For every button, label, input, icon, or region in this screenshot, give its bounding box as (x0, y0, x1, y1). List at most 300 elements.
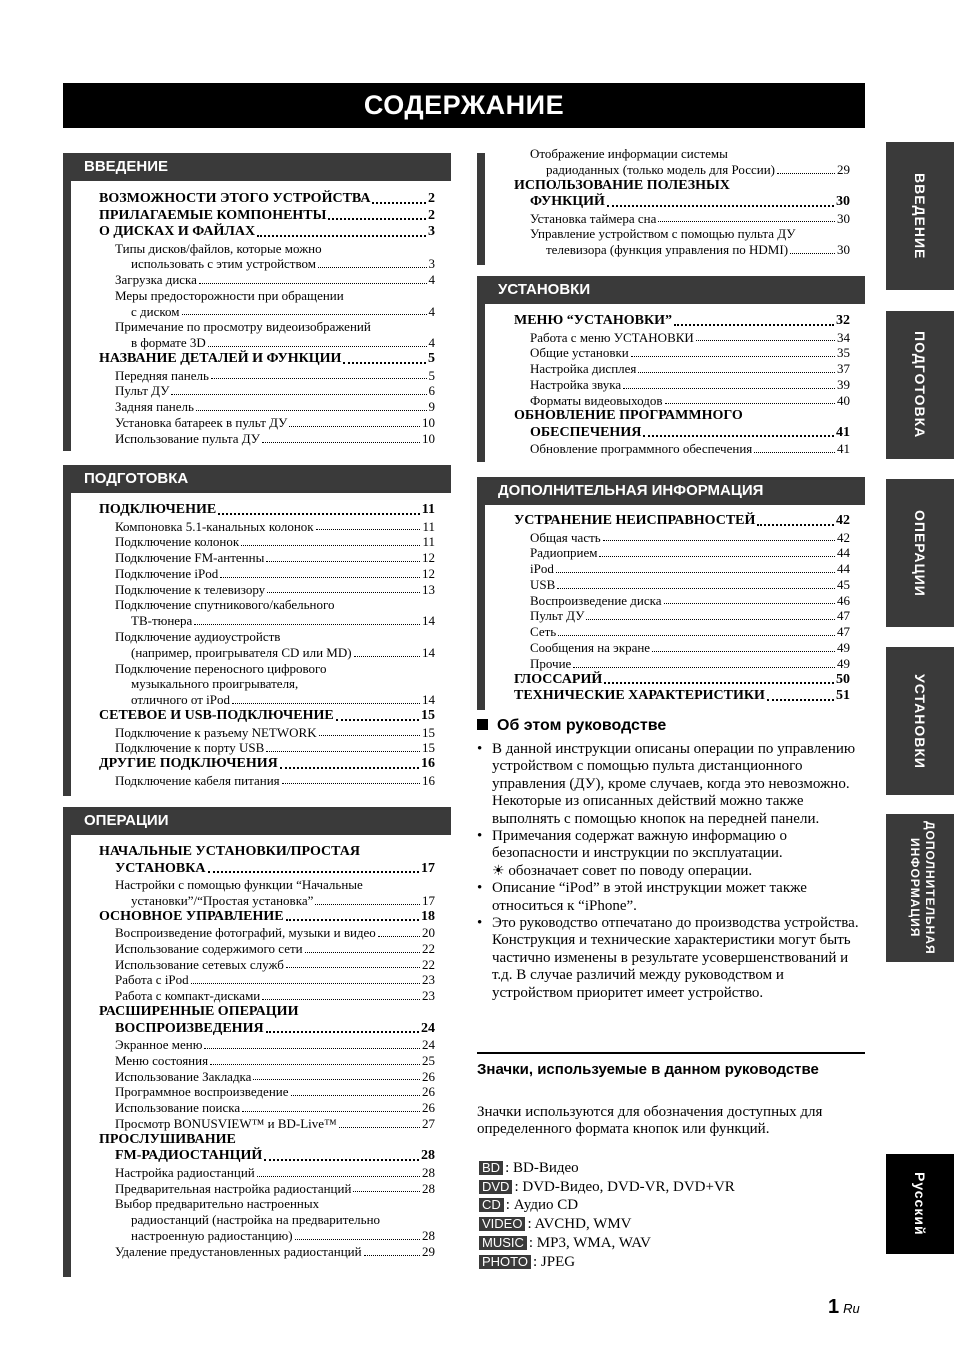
toc-entry (514, 162, 850, 178)
toc-page-number: 11 (422, 518, 435, 534)
toc-page-number: 37 (837, 361, 850, 377)
toc-entry-title: Использование сетевых служб (115, 956, 284, 972)
toc-entry-title: с диском (131, 303, 180, 319)
toc-entry (99, 1244, 435, 1260)
dot-leader (267, 592, 420, 593)
side-tab-ops[interactable]: ОПЕРАЦИИ (886, 479, 954, 627)
toc-entry (99, 708, 435, 725)
toc-entry (514, 393, 850, 409)
dot-leader (241, 545, 420, 546)
toc-entry-title: FM-РАДИОСТАНЦИЙ (115, 1148, 263, 1164)
toc-entry (514, 211, 850, 227)
toc-entry-title: ВОЗМОЖНОСТИ ЭТОГО УСТРОЙСТВА (99, 191, 371, 206)
toc-page-number: 30 (836, 194, 850, 210)
toc-extra (514, 513, 850, 705)
toc-entry-title: НАЧАЛЬНЫЕ УСТАНОВКИ/ПРОСТАЯ (99, 844, 360, 859)
dot-leader (208, 871, 419, 873)
dot-leader (289, 426, 420, 427)
dot-leader (665, 403, 835, 404)
toc-entry-title: Работа с iPod (115, 972, 189, 988)
side-tab-extra[interactable]: ДОПОЛНИТЕЛЬНАЯ ИНФОРМАЦИЯ (886, 814, 954, 962)
toc-entry (514, 194, 850, 211)
dot-leader (204, 1048, 420, 1049)
toc-page-number: 11 (422, 534, 435, 550)
icon-list-item (479, 1196, 735, 1215)
toc-entry-title: ПРИЛАГАЕМЫЕ КОМПОНЕНТЫ (99, 207, 327, 223)
toc-entry (99, 534, 435, 550)
toc-entry (99, 304, 435, 320)
toc-entry-title: ПОДКЛЮЧЕНИЕ (99, 502, 217, 517)
toc-page-number: 23 (422, 988, 435, 1004)
list-item: • Описание “iPod” в этой инструкции может также относиться к “iPhone”. (477, 880, 867, 915)
dot-leader (171, 394, 426, 395)
list-item: • Примечания содержат важную информацию о безопасности и инструкции по эксплуатации. ☀ обозначает совет по поводу операции. (477, 828, 867, 880)
dot-leader (266, 1031, 419, 1033)
format-badge: MUSIC (479, 1236, 527, 1250)
page-number: 1 Ru (828, 1296, 860, 1318)
dot-leader (658, 221, 835, 222)
toc-entry-title: Обновление программного обеспечения (530, 441, 753, 457)
toc-page-number: 27 (422, 1116, 435, 1132)
toc-page-number: 18 (421, 908, 435, 924)
dot-leader (790, 253, 835, 254)
toc-entry (99, 972, 435, 988)
icon-list-item (479, 1178, 735, 1197)
toc-page-number: 42 (836, 513, 850, 528)
section-bar-ops (63, 835, 71, 1277)
toc-entry-title: ФУНКЦИЙ (530, 194, 605, 210)
dot-leader (208, 346, 427, 347)
dot-leader (264, 1159, 419, 1161)
toc-entry (99, 224, 435, 241)
toc-entry-title: телевизора (функция управления по HDMI) (546, 242, 789, 258)
toc-entry-title: Прочие (530, 655, 572, 671)
toc-entry (99, 519, 435, 535)
toc-page-number: 29 (422, 1243, 435, 1259)
toc-entry (514, 377, 850, 393)
toc-page-number: 32 (836, 313, 850, 328)
toc-entry-title: ПРОСЛУШИВАНИЕ (99, 1131, 236, 1147)
toc-entry-title: установки”/“Простая установка” (131, 892, 314, 908)
toc-page-number: 51 (836, 688, 850, 704)
toc-entry-title: Подключение к порту USB (115, 740, 265, 756)
toc-entry (99, 550, 435, 566)
toc-page-number: 15 (422, 740, 435, 756)
toc-entry (514, 345, 850, 361)
toc-entry-title: Радиоприем (530, 545, 598, 561)
section-bar-setup (477, 304, 485, 462)
toc-entry (99, 1100, 435, 1116)
toc-entry (99, 773, 435, 789)
dot-leader (638, 372, 835, 373)
toc-entry-title: Выбор предварительно настроенных (115, 1196, 320, 1212)
toc-page-number: 16 (421, 756, 435, 772)
toc-page-number: 4 (428, 272, 435, 288)
toc-entry (99, 1116, 435, 1132)
toc-entry (99, 893, 435, 909)
toc-entry (99, 431, 435, 447)
toc-entry-title: Общая часть (530, 529, 601, 545)
toc-entry-title: USB (530, 576, 556, 592)
tip-icon: ☀ (492, 863, 505, 879)
toc-entry (99, 208, 435, 225)
toc-entry-title: Подключение к разъему NETWORK (115, 724, 317, 740)
dot-leader (777, 173, 835, 174)
toc-entry-title: ОСНОВНОЕ УПРАВЛЕНИЕ (99, 908, 284, 924)
section-header-extra: ДОПОЛНИТЕЛЬНАЯ ИНФОРМАЦИЯ (477, 477, 865, 505)
toc-entry (99, 988, 435, 1004)
dot-leader (191, 983, 420, 984)
dot-leader (339, 1127, 420, 1128)
format-description: : DVD-Видео, DVD-VR, DVD+VR (514, 1178, 735, 1195)
toc-entry-title: Передняя панель (115, 367, 209, 383)
toc-entry-title: настроенную радиостанцию) (131, 1228, 293, 1244)
toc-page-number: 49 (837, 655, 850, 671)
toc-entry-title: Воспроизведение фотографий, музыки и видео (115, 925, 376, 941)
toc-entry-title: Установка батареек в пульт ДУ (115, 414, 288, 430)
toc-page-number: 44 (837, 561, 850, 577)
format-description: : MP3, WMA, WAV (528, 1234, 651, 1251)
toc-entry-title: Пульт ДУ (530, 608, 585, 624)
toc-entry-title: Установка таймера сна (530, 210, 657, 226)
dot-leader (558, 635, 835, 636)
dot-leader (599, 556, 835, 557)
dot-leader (319, 735, 420, 736)
toc-entry-title: Подключение FM-антенны (115, 550, 265, 566)
toc-entry-title: Меры предосторожности при обращении (115, 287, 344, 303)
icons-description: Значки используются для обозначения доступных для определенного формата кнопок или функций. (477, 1104, 823, 1138)
dot-leader (586, 619, 835, 620)
toc-entry (99, 1148, 435, 1165)
dot-leader (182, 314, 427, 315)
format-badge: PHOTO (479, 1255, 531, 1269)
toc-page-number: 41 (836, 424, 850, 440)
toc-entry-title: Задняя панель (115, 399, 194, 415)
format-description: : AVCHD, WMV (527, 1216, 632, 1233)
dot-leader (295, 1239, 420, 1240)
toc-page-number: 22 (422, 956, 435, 972)
toc-entry (514, 656, 850, 672)
format-description: : Аудио CD (505, 1197, 579, 1214)
toc-page-number: 14 (422, 692, 435, 708)
side-tab-language[interactable]: Русский (886, 1154, 954, 1254)
icon-list-item (479, 1253, 735, 1272)
dot-leader (674, 324, 834, 326)
dot-leader (315, 904, 420, 905)
toc-page-number: 39 (837, 376, 850, 392)
dot-leader (336, 719, 419, 721)
toc-entry (99, 256, 435, 272)
toc-page-number: 40 (837, 392, 850, 408)
list-item: • В данной инструкции описаны операции по управлению устройством с помощью пульта дистанционного управления (ДУ), кроме случаев, когда это невозможно. Некоторые из описанных действий можно также выполнять с помощью кнопок на передней панели. (477, 741, 867, 828)
toc-page-number: 4 (428, 335, 435, 351)
toc-page-number: 22 (422, 940, 435, 956)
toc-entry (514, 242, 850, 258)
toc-entry (99, 1069, 435, 1085)
dot-leader (767, 699, 834, 701)
dot-leader (318, 267, 426, 268)
toc-entry (99, 415, 435, 431)
dot-leader (364, 1255, 420, 1256)
toc-entry (514, 593, 850, 609)
dot-leader (210, 1064, 420, 1065)
toc-entry-title: ГЛОССАРИЙ (514, 671, 603, 687)
dot-leader (603, 540, 835, 541)
toc-entry-title: Подключение кабеля питания (115, 772, 280, 788)
toc-entry-title: Работа с компакт-дисками (115, 988, 261, 1004)
toc-page-number: 28 (422, 1164, 435, 1180)
toc-page-number: 26 (422, 1084, 435, 1100)
toc-page-number: 13 (422, 581, 435, 597)
toc-entry-title: О ДИСКАХ И ФАЙЛАХ (99, 224, 256, 239)
dot-leader (257, 235, 426, 237)
dot-leader (604, 682, 834, 684)
toc-page-number: 16 (422, 772, 435, 788)
toc-page-number: 20 (422, 925, 435, 941)
dot-leader (607, 205, 834, 207)
toc-page-number: 4 (428, 303, 435, 319)
toc-ops-continued (514, 146, 850, 258)
toc-entry (99, 1165, 435, 1181)
dot-leader (286, 967, 420, 968)
toc-entry-title: Использование поиска (115, 1100, 241, 1116)
toc-entry-title: Управление устройством с помощью пульта ДУ (530, 226, 796, 242)
toc-entry-title: Настройки с помощью функции “Начальные (115, 877, 363, 892)
toc-page-number: 2 (428, 207, 435, 223)
toc-entry-title: радиоданных (только модель для России) (546, 161, 775, 177)
toc-entry (514, 577, 850, 593)
toc-page-number: 34 (837, 329, 850, 345)
toc-entry (99, 645, 435, 661)
toc-entry-title: МЕНЮ “УСТАНОВКИ” (514, 313, 672, 328)
format-badge: DVD (479, 1180, 512, 1194)
dot-leader (196, 410, 427, 411)
toc-page-number: 49 (837, 640, 850, 656)
toc-entry-title: Просмотр BONUSVIEW™ и BD-Live™ (115, 1116, 337, 1132)
toc-entry-title: iPod (530, 561, 554, 577)
toc-entry-title: Использование содержимого сети (115, 940, 303, 956)
dot-leader (556, 572, 835, 573)
toc-page-number: 28 (422, 1180, 435, 1196)
dot-leader (282, 783, 420, 784)
section-bar-ops-cont (477, 153, 485, 265)
toc-entry-title: Подключение спутникового/кабельного (115, 597, 335, 613)
list-item: • Это руководство отпечатано до производства устройства. Конструкция и технические характеристики могут быть частично изменены в результате усовершенствований и т.д. В случае различий между руководством и устройством приоритет имеет устройство. (477, 915, 867, 1002)
format-badge: CD (479, 1198, 504, 1212)
toc-page-number: 30 (837, 210, 850, 226)
toc-entry-title: Настройка радиостанций (115, 1164, 255, 1180)
about-bullets (477, 741, 867, 1002)
toc-entry-title: УСТРАНЕНИЕ НЕИСПРАВНОСТЕЙ (514, 513, 756, 528)
toc-entry-title: ТЕХНИЧЕСКИЕ ХАРАКТЕРИСТИКИ (514, 688, 765, 704)
toc-page-number: 44 (837, 545, 850, 561)
toc-entry-title: отличного от iPod (131, 692, 230, 708)
toc-page-number: 14 (422, 644, 435, 660)
toc-entry (99, 1084, 435, 1100)
toc-entry-title: ОБНОВЛЕНИЕ ПРОГРАММНОГО (514, 408, 743, 424)
side-tab-prep[interactable]: ПОДГОТОВКА (886, 311, 954, 459)
toc-entry-title: СЕТЕВОЕ И USB-ПОДКЛЮЧЕНИЕ (99, 708, 334, 724)
dot-leader (664, 603, 835, 604)
dot-leader (353, 1191, 420, 1192)
toc-entry-title: в формате 3D (131, 335, 206, 351)
section-header-ops: ОПЕРАЦИИ (63, 807, 451, 835)
toc-entry (514, 425, 850, 442)
toc-page-number: 17 (421, 860, 435, 876)
icon-list-item (479, 1159, 735, 1178)
toc-entry (514, 688, 850, 705)
toc-entry (99, 925, 435, 941)
icons-heading: Значки, используемые в данном руководстве (477, 1061, 819, 1078)
toc-page-number: 10 (422, 430, 435, 446)
square-bullet-icon (477, 719, 488, 730)
section-header-setup: УСТАНОВКИ (477, 276, 865, 304)
format-description: : BD-Видео (505, 1160, 579, 1176)
toc-page-number: 24 (421, 1020, 435, 1036)
dot-leader (262, 442, 420, 443)
toc-entry (514, 361, 850, 377)
toc-entry (99, 191, 435, 208)
toc-entry-title: ИСПОЛЬЗОВАНИЕ ПОЛЕЗНЫХ (514, 177, 730, 193)
section-bar-intro (63, 181, 71, 451)
dot-leader (643, 435, 834, 437)
toc-page-number: 30 (837, 242, 850, 258)
dot-leader (623, 388, 835, 389)
toc-entry-title: РАСШИРЕННЫЕ ОПЕРАЦИИ (99, 1004, 299, 1020)
dot-leader (631, 356, 835, 357)
format-badge: BD (479, 1161, 503, 1175)
toc-intro (99, 191, 435, 447)
dot-leader (253, 1079, 420, 1080)
toc-entry (514, 441, 850, 457)
toc-entry-title: Общие установки (530, 345, 629, 361)
toc-page-number: 50 (836, 671, 850, 687)
toc-entry (99, 351, 435, 368)
dot-leader (262, 999, 420, 1000)
side-tab-setup[interactable]: УСТАНОВКИ (886, 647, 954, 795)
toc-page-number: 12 (422, 565, 435, 581)
dot-leader (354, 656, 420, 657)
toc-entry (99, 383, 435, 399)
toc-entry (99, 957, 435, 973)
toc-entry (99, 1053, 435, 1069)
section-header-intro: ВВЕДЕНИЕ (63, 153, 451, 181)
toc-entry (99, 725, 435, 741)
toc-ops (99, 844, 435, 1260)
toc-entry-title: Предварительная настройка радиостанций (115, 1180, 352, 1196)
dot-leader (378, 936, 420, 937)
toc-page-number: 26 (422, 1068, 435, 1084)
toc-entry-title: Пульт ДУ (115, 383, 170, 399)
toc-entry-title: НАЗВАНИЕ ДЕТАЛЕЙ И ФУНКЦИИ (99, 351, 342, 367)
icon-list-item (479, 1215, 735, 1234)
toc-entry-title: Программное воспроизведение (115, 1084, 289, 1100)
toc-page-number: 3 (428, 224, 435, 239)
toc-entry-title: (например, проигрывателя CD или MD) (131, 644, 352, 660)
toc-entry (99, 756, 435, 773)
dot-leader (220, 577, 420, 578)
toc-entry (99, 399, 435, 415)
toc-entry (514, 513, 850, 530)
toc-entry-title: Подключение колонок (115, 534, 240, 550)
toc-page-number: 15 (422, 724, 435, 740)
toc-entry-title: ОБЕСПЕЧЕНИЯ (530, 424, 642, 440)
toc-entry (99, 502, 435, 519)
dot-leader (286, 919, 419, 921)
toc-setup (514, 313, 850, 457)
toc-page-number: 46 (837, 592, 850, 608)
toc-page-number: 24 (422, 1037, 435, 1053)
toc-page-number: 47 (837, 608, 850, 624)
toc-entry (514, 608, 850, 624)
toc-page-number: 35 (837, 345, 850, 361)
dot-leader (257, 1176, 420, 1177)
format-description: : JPEG (533, 1253, 576, 1270)
toc-entry-title: ВОСПРОИЗВЕДЕНИЯ (115, 1020, 264, 1036)
dot-leader (316, 529, 421, 530)
toc-entry-title: УСТАНОВКА (115, 860, 206, 876)
toc-page-number: 45 (837, 576, 850, 592)
dot-leader (372, 202, 426, 204)
toc-page-number: 9 (428, 399, 435, 415)
about-heading: Об этом руководстве (477, 717, 666, 735)
toc-entry-title: музыкального проигрывателя, (131, 676, 299, 692)
toc-entry (99, 1037, 435, 1053)
toc-entry-title: Подключение аудиоустройств (115, 629, 281, 645)
side-tab-intro[interactable]: ВВЕДЕНИЕ (886, 142, 954, 290)
toc-page-number: 2 (428, 191, 435, 206)
toc-entry-title: Работа с меню УСТАНОВКИ (530, 329, 694, 345)
toc-entry-title: Меню состояния (115, 1052, 209, 1068)
toc-entry-title: ДРУГИЕ ПОДКЛЮЧЕНИЯ (99, 756, 278, 772)
toc-entry-title: Настройка звука (530, 376, 622, 392)
toc-entry-title: Подключение iPod (115, 565, 219, 581)
toc-entry-title: Загрузка диска (115, 272, 197, 288)
toc-entry (99, 1181, 435, 1197)
format-badge: VIDEO (479, 1217, 525, 1231)
dot-leader (305, 952, 420, 953)
toc-entry-title: Примечание по просмотру видеоизображений (115, 319, 371, 335)
toc-entry (99, 272, 435, 288)
dot-leader (232, 703, 420, 704)
toc-entry (99, 740, 435, 756)
toc-entry (99, 582, 435, 598)
toc-entry-title: ТВ-тюнера (131, 613, 193, 629)
toc-entry-title: Воспроизведение диска (530, 592, 662, 608)
toc-entry (514, 330, 850, 346)
divider (477, 1052, 865, 1054)
toc-page-number: 15 (421, 708, 435, 724)
dot-leader (328, 218, 426, 220)
toc-page-number: 14 (422, 613, 435, 629)
toc-page-number: 26 (422, 1100, 435, 1116)
dot-leader (199, 283, 427, 284)
toc-entry-title: Отображение информации системы (530, 146, 728, 161)
toc-entry (99, 566, 435, 582)
dot-leader (266, 561, 420, 562)
toc-page-number: 5 (428, 367, 435, 383)
dot-leader (557, 588, 835, 589)
toc-page-number: 6 (428, 383, 435, 399)
toc-entry-title: Удаление предустановленных радиостанций (115, 1243, 362, 1259)
toc-page-number: 12 (422, 550, 435, 566)
icon-list (479, 1159, 735, 1271)
toc-entry (99, 861, 435, 878)
toc-page-number: 23 (422, 972, 435, 988)
toc-entry-title: Компоновка 5.1-канальных колонок (115, 518, 314, 534)
toc-entry-title: Настройка дисплея (530, 361, 637, 377)
dot-leader (652, 651, 835, 652)
